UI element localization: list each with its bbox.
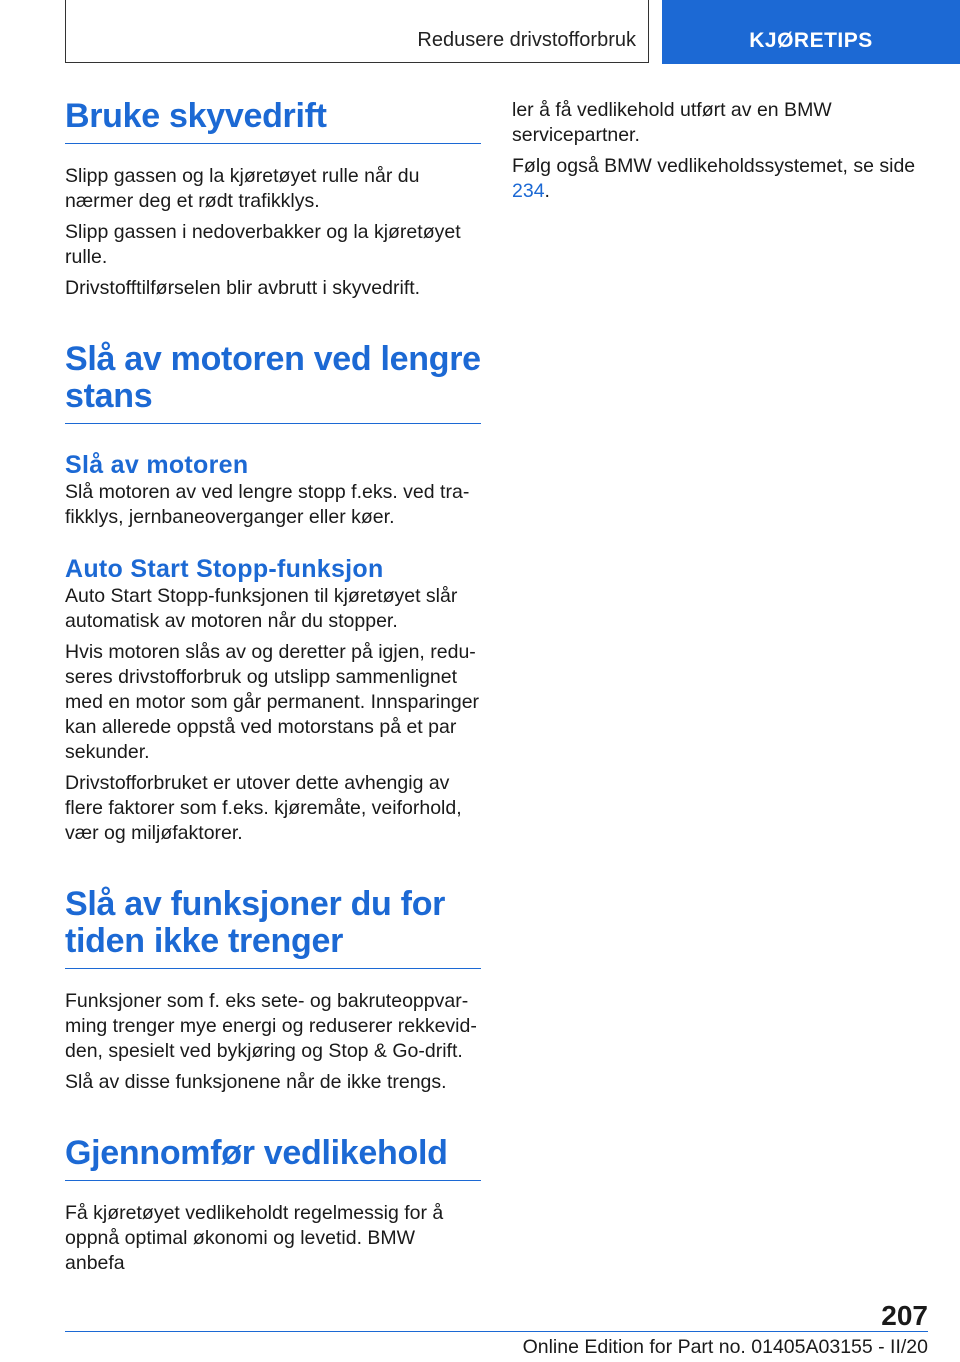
heading-line: tiden ikke trenger [65,922,344,960]
paragraph: Slå motoren av ved lengre stopp f.eks. ved trafikklys, jernbaneoverganger eller køer. [65,481,470,528]
heading-gjennomfor-vedlikehold: Gjennomfør vedlikehold [65,1135,481,1181]
paragraph: Slipp gassen og la kjøretøyet rulle når du nærmer deg et rødt trafikklys. [65,165,420,212]
paragraph-text: Følg også BMW vedlikeholdssystemet, se side [512,155,916,177]
chapter-tab[interactable]: KJØRETIPS [662,0,960,64]
edition-note: Online Edition for Part no. 01405A03155 - II/20 [522,1336,928,1358]
subheading-auto-start-stopp: Auto Start Stopp-funksjon [65,555,384,583]
paragraph: Få kjøretøyet vedlikeholdt regelmessig for å oppnå optimal økonomi og levetid. BMW anbefa [65,1202,444,1274]
heading-line: Slå av motoren ved lengre [65,340,481,378]
header-frame [65,0,649,63]
paragraph: Auto Start Stopp-funksjonen til kjøretøyet slår automatisk av motoren når du stopper. [65,585,458,632]
heading-bruke-skyvedrift: Bruke skyvedrift [65,98,481,144]
left-column [65,98,481,1276]
paragraph: Drivstofftilførselen blir avbrutt i skyvedrift. [65,277,421,299]
footer-rule [65,1331,928,1332]
paragraph: Slå av disse funksjonene når de ikke trengs. [65,1071,447,1093]
paragraph-end: . [544,180,550,202]
heading-sla-av-funksjoner [65,886,481,969]
page-reference-link[interactable]: 234 [512,180,545,202]
subheading-sla-av-motoren: Slå av motoren [65,451,249,479]
paragraph: Funksjoner som f. eks sete- og bakruteoppvarming trenger mye energi og reduserer rekkevidden, spesielt ved bykjøring og Stop & Go-drift. [65,990,477,1062]
heading-sla-av-motoren [65,341,481,424]
page-number: 207 [881,1300,928,1331]
paragraph: Slipp gassen i nedoverbakker og la kjøretøyet rulle. [65,221,461,268]
paragraph: ler å få vedlikehold utført av en BMW servicepartner. [512,99,832,146]
paragraph: Hvis motoren slås av og deretter på igjen, reduseres drivstofforbruk og utslipp sammenlignet med en motor som går permanent. Innsparinger kan allerede oppstå ved motorstans på et par sekunder. [65,641,480,763]
paragraph [512,154,928,204]
header-section-title: Redusere drivstofforbruk [417,29,636,51]
paragraph: Drivstofforbruket er utover dette avhengig av flere faktorer som f.eks. kjøremåte, veiforhold, vær og miljøfaktorer. [65,772,462,844]
right-column [512,98,928,204]
heading-line: stans [65,377,153,415]
heading-line: Slå av funksjoner du for [65,885,446,923]
